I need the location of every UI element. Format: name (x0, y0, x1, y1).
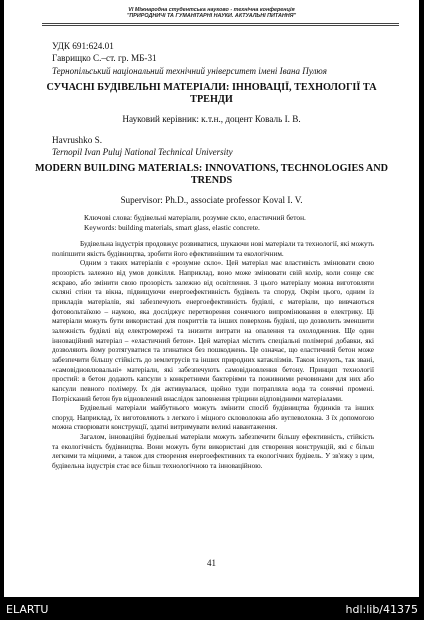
title-en: MODERN BUILDING MATERIALS: INNOVATIONS, TECHNOLOGIES AND TRENDS (34, 163, 389, 186)
conference-theme: "ПРИРОДНИЧІ ТА ГУМАНІТАРНІ НАУКИ. АКТУАЛЬНІ ПИТАННЯ" (126, 13, 297, 20)
title-ua: СУЧАСНІ БУДІВЕЛЬНІ МАТЕРІАЛИ: ІННОВАЦІЇ, ТЕХНОЛОГІЇ ТА ТРЕНДИ (46, 82, 377, 105)
paragraph: Будівельні матеріали майбутнього можуть змінити спосіб будівництва будинків та інших споруд. Наприклад, їх виготовляють з легкого і міцного скловолокна або вуглеволокна. З їх допомогою можна створювати конструкції, здатні витримувати великі навантаження. (52, 404, 374, 432)
conference-header (4, 7, 419, 20)
footer-repository-label: ELARTU (6, 603, 49, 616)
header-rule-top (42, 23, 399, 24)
institution-ua: Тернопільський національний технічний університет імені Івана Пулюя (52, 66, 327, 76)
udk-code: УДК 691:624.01 (52, 41, 114, 51)
paragraph: Одним з таких матеріалів є «розумне скло». Цей матеріал має властивість змінювати свою прозорість залежно від умов довкілля. Наприклад, воно може змінювати свій колір, коли сонце сяє яскраво, або змінити свою прозорість залежно від освітлення. З цього матеріалу можна виготовляти скляні стіни та вікна, підвищуючи енергоефективність будівель та споруд. Окрім цього, одним із прикладів матеріалів, які забезпечують енергоефективність будівлі, є матеріали, що вивчаються фотовольтаїкою – наукою, яка досліджує перетворення сонячного випромінювання в електрику. Ці матеріали можуть бути використані для покриттів та інших поверхонь будівлі, що дозволить зменшити залежність будівлі від електромережі та знизити витрати на опалення та охолодження. Ще один інноваційний матеріал – «еластичний бетон». Цей матеріал містить спеціальні полімерні добавки, які дозволяють йому розтягуватися та згинатися без пошкоджень. Це означає, що еластичний бетон може забезпечити більшу стійкість до землетрусів та інших природних катаклізмів. Також існують, так звані, «самовідновлювальні» матеріали, які забезпечують самовідновлення бетону. Принцип технології простий: в бетон додають капсули з конкретними бактеріями та поживними речовинами для них або капсули певного полімеру. Їх дія активувалася, щойно туди потрапляла вода та сонячні промені. Потрісканий бетон був відновлений внаслідок заповнення тріщини відповідними матеріалами. (52, 259, 374, 403)
supervisor-ua: Науковий керівник: к.т.н., доцент Коваль І. В. (122, 114, 301, 124)
paragraph: Загалом, інноваційні будівельні матеріали можуть забезпечити більшу ефективність, стійкість та екологічність будівництва. Вони можуть бути використані для створення конструкцій, які є більш легкими та міцними, а також для створення енергоефективних та екологічних будівель. У зв'язку з цим, будівельна індустрія стає все більш технологічною та інноваційною. (52, 433, 374, 471)
footer-handle: hdl:lib/41375 (345, 603, 418, 616)
keywords-en: Keywords: building materials, smart glass, elastic concrete. (84, 223, 260, 232)
header-rule-bottom (42, 25, 399, 26)
body-text (52, 240, 374, 472)
institution-en: Ternopil Ivan Puluj National Technical University (52, 147, 233, 157)
keywords-ua: Ключові слова: будівельні матеріали, розумне скло, еластичний бетон. (84, 213, 306, 222)
page-number: 41 (207, 558, 216, 568)
conference-name: VI Міжнародна студентська науково - технічна конференція (128, 7, 295, 13)
author-en: Havrushko S. (52, 135, 103, 145)
paragraph: Будівельна індустрія продовжує розвиватися, шукаючи нові матеріали та технології, які можуть поліпшити якість будівництва, зробити його ефективнішим та екологічним. (52, 240, 374, 258)
supervisor-en: Supervisor: Ph.D., associate professor Koval I. V. (120, 195, 303, 205)
author-ua: Гаврищко С.–ст. гр. МБ-31 (52, 53, 157, 63)
document-page (4, 0, 419, 597)
